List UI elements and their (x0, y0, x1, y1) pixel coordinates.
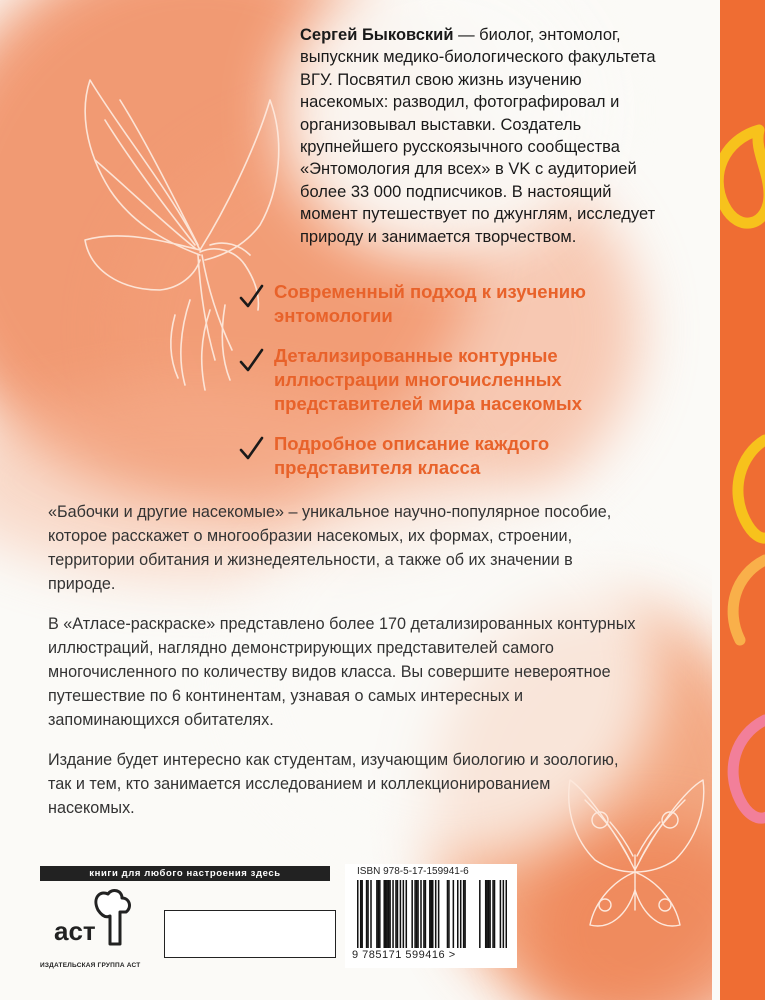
check-icon (238, 436, 264, 462)
barcode-bar (486, 880, 488, 948)
description-paragraph: Издание будет интересно как студентам, изучающим биологию и зоологию, так и тем, кто занимается исследованием и коллекционированием насекомых. (48, 751, 619, 817)
barcode-bar (492, 880, 494, 948)
barcode-bar (417, 880, 419, 948)
barcode-bar (435, 880, 437, 948)
isbn-label: ISBN 978-5-17-159941-6 (357, 866, 469, 877)
barcode-bar (464, 880, 466, 948)
barcode-bar (416, 880, 418, 948)
barcode-bar (366, 880, 368, 948)
barcode-bar (397, 880, 399, 948)
barcode-bar (360, 880, 362, 948)
barcode-bar (386, 880, 388, 948)
barcode-bar (485, 880, 487, 948)
barcode-bar (411, 880, 413, 948)
barcode-bar (500, 880, 502, 948)
barcode-bar (388, 880, 390, 948)
book-description (48, 500, 638, 836)
book-spine (720, 0, 765, 1000)
barcode-bar (400, 880, 402, 948)
author-bio (300, 24, 660, 248)
barcode-bar (488, 880, 490, 948)
barcode-bar (406, 880, 408, 948)
barcode-bar (503, 880, 505, 948)
barcode-bar (376, 880, 378, 948)
barcode-bar (389, 880, 391, 948)
barcode-bar (438, 880, 440, 948)
barcode-bar (457, 880, 459, 948)
feature-list (238, 280, 658, 496)
barcode-bar (367, 880, 369, 948)
barcode-digits: 9 785171 599416 > (352, 949, 456, 961)
feature-text: Детализированные контурные иллюстрации многочисленных представителей мира насекомых (274, 345, 582, 414)
publisher-name: ИЗДАТЕЛЬСКАЯ ГРУППА АСТ (40, 962, 141, 969)
barcode-bar (448, 880, 450, 948)
barcode-bar (357, 880, 359, 948)
author-bio-text: — биолог, энтомолог, выпускник медико-биологического факультета ВГУ. Посвятил свою жизнь изучению насекомых: разводил, фотографировал и организовывал выставки. Создатель крупнейшего русскоязычного сообщества «Энтомология для всех» в VK с аудиторией более 33 000 подписчиков. В настоящий момент путешествует по джунглям, исследует природу и занимается творчеством. (300, 26, 656, 246)
barcode-bar (420, 880, 422, 948)
barcode-bar (447, 880, 449, 948)
barcode-bar (403, 880, 405, 948)
barcode-bar (383, 880, 385, 948)
barcode-bar (432, 880, 434, 948)
feature-text: Современный подход к изучению энтомологии (274, 281, 586, 326)
ast-logo (50, 888, 140, 952)
author-name: Сергей Быковский (300, 26, 454, 44)
feature-text: Подробное описание каждого представителя класса (274, 433, 550, 478)
feature-item (238, 280, 658, 328)
barcode-bar (370, 880, 372, 948)
feature-item (238, 344, 658, 416)
barcode-bar (506, 880, 507, 948)
description-paragraph: В «Атласе-раскраске» представлено более 170 детализированных контурных иллюстраций, наглядно демонстрирующих представителей самого многочисленного по количеству видов класса. Вы совершите невероятное путешествие по 6 континентам, узнавая о самых интересных и запоминающихся обитателях. (48, 615, 636, 729)
barcode-bar (453, 880, 455, 948)
barcode-bar (494, 880, 496, 948)
barcode-bar (423, 880, 425, 948)
barcode-bar (429, 880, 431, 948)
decorative-loops (720, 0, 765, 1000)
barcode-bar (460, 880, 462, 948)
barcode-bar (395, 880, 397, 948)
barcode-bar (414, 880, 416, 948)
barcode-bar (392, 880, 394, 948)
barcode (357, 880, 507, 948)
barcode-bar (463, 880, 465, 948)
barcode-bar (385, 880, 387, 948)
barcode-bar (378, 880, 380, 948)
barcode-bar (361, 880, 363, 948)
description-paragraph: «Бабочки и другие насекомые» – уникальное научно-популярное пособие, которое расскажет о многообразии насекомых, их формах, строении, территории обитания и жизнедеятельности, а также об их значении в природе. (48, 503, 612, 593)
barcode-bar (379, 880, 381, 948)
feature-item (238, 432, 658, 480)
barcode-bar (425, 880, 427, 948)
spine-edge (712, 0, 720, 1000)
barcode-bar (479, 880, 481, 948)
price-sticker-area (164, 910, 336, 958)
check-icon (238, 284, 264, 310)
barcode-bar (431, 880, 433, 948)
barcode-bar (489, 880, 491, 948)
tagline-bar: книги для любого настроения здесь (40, 866, 330, 881)
check-icon (238, 348, 264, 374)
logo-text: аст (54, 916, 96, 946)
